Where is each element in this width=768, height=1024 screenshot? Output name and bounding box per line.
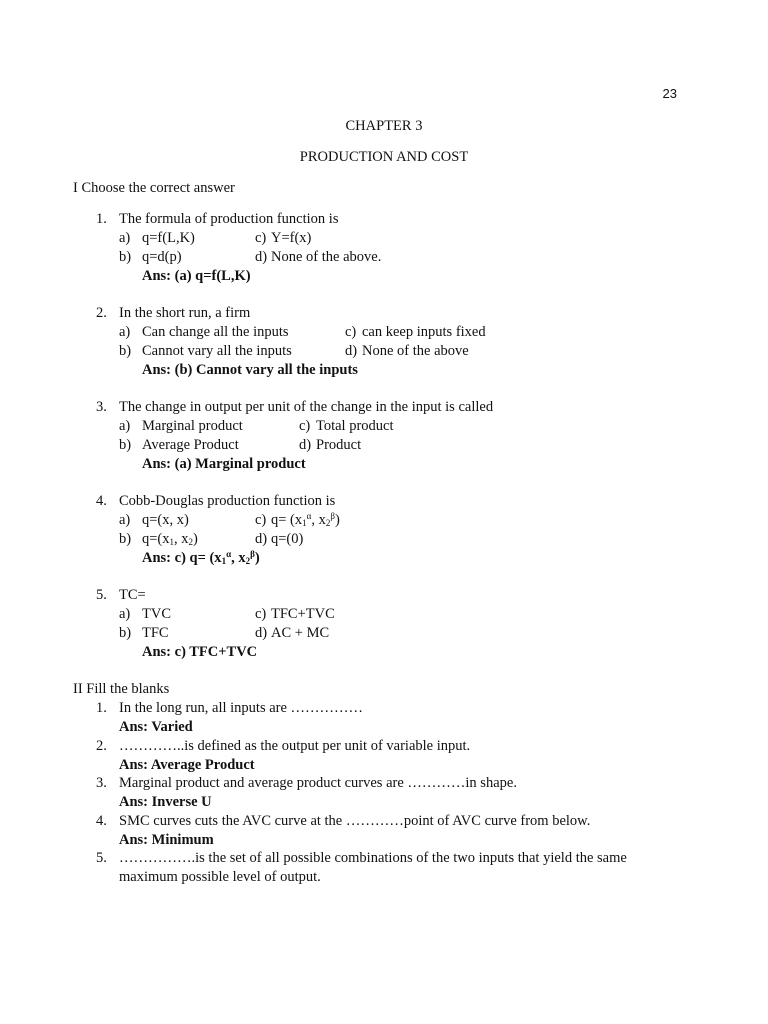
question-number: 3. bbox=[96, 399, 107, 415]
option-label: d) bbox=[345, 343, 358, 359]
option-label: a) bbox=[119, 512, 131, 528]
option-label: b) bbox=[119, 343, 132, 359]
mcq-question bbox=[0, 587, 768, 677]
option-text: q=d(p) bbox=[142, 249, 182, 265]
question-number: 2. bbox=[96, 738, 107, 754]
option-text: Y=f(x) bbox=[271, 230, 312, 246]
option-label: a) bbox=[119, 324, 131, 340]
question-text: Cobb-Douglas production function is bbox=[119, 493, 336, 509]
option-text: None of the above bbox=[362, 343, 469, 359]
option-text: TVC bbox=[142, 606, 171, 622]
section-heading: II Fill the blanks bbox=[73, 681, 170, 697]
option-text: Marginal product bbox=[142, 418, 243, 434]
option-text: Cannot vary all the inputs bbox=[142, 343, 292, 359]
option-text: $q= (x_1^\alpha$, $x_2^\beta$) bbox=[271, 511, 340, 528]
question-number: 3. bbox=[96, 775, 107, 791]
question-number: 5. bbox=[96, 850, 107, 866]
option-text: q=(x, x) bbox=[142, 512, 189, 528]
mcq-question bbox=[0, 399, 768, 489]
question-text: TC= bbox=[119, 587, 146, 603]
answer-text: Ans: c) TFC+TVC bbox=[142, 644, 258, 660]
question-text: …………….is the set of all possible combinations of the two inputs that yield the same bbox=[119, 850, 627, 866]
option-text: Total product bbox=[316, 418, 394, 434]
option-label: c) bbox=[345, 324, 357, 340]
question-text-continued: maximum possible level of output. bbox=[119, 869, 321, 885]
option-label: c) bbox=[255, 230, 267, 246]
question-text: In the long run, all inputs are …………… bbox=[119, 700, 364, 716]
answer-text: Ans: Inverse U bbox=[119, 794, 212, 810]
option-text: Can change all the inputs bbox=[142, 324, 289, 340]
question-number: 4. bbox=[96, 813, 107, 829]
option-label: b) bbox=[119, 531, 132, 547]
option-text: AC + MC bbox=[271, 625, 330, 641]
option-text: Product bbox=[316, 437, 362, 453]
answer-text: Ans: (a) q=f(L,K) bbox=[142, 268, 251, 284]
option-text: q=(0) bbox=[271, 531, 304, 547]
mcq-question bbox=[0, 305, 768, 395]
option-text: TFC bbox=[142, 625, 169, 641]
option-label: b) bbox=[119, 625, 132, 641]
question-number: 2. bbox=[96, 305, 107, 321]
option-text: can keep inputs fixed bbox=[362, 324, 486, 340]
answer-text: Ans: Minimum bbox=[119, 832, 214, 848]
question-text: In the short run, a firm bbox=[119, 305, 251, 321]
question-text: SMC curves cuts the AVC curve at the …………point of AVC curve from below. bbox=[119, 813, 591, 829]
option-label: c) bbox=[255, 512, 267, 528]
option-label: b) bbox=[119, 249, 132, 265]
option-label: d) bbox=[255, 625, 268, 641]
question-number: 5. bbox=[96, 587, 107, 603]
section-heading: I Choose the correct answer bbox=[73, 180, 235, 196]
answer-text: Ans: (b) Cannot vary all the inputs bbox=[142, 362, 358, 378]
question-number: 1. bbox=[96, 700, 107, 716]
option-text: Average Product bbox=[142, 437, 239, 453]
page-number: 23 bbox=[662, 86, 677, 101]
option-label: a) bbox=[119, 418, 131, 434]
option-label: d) bbox=[255, 531, 268, 547]
option-label: c) bbox=[299, 418, 311, 434]
page-title: PRODUCTION AND COST bbox=[299, 149, 469, 165]
option-label: a) bbox=[119, 230, 131, 246]
answer-text: Ans: (a) Marginal product bbox=[142, 456, 306, 472]
question-number: 1. bbox=[96, 211, 107, 227]
answer-text: Ans: Average Product bbox=[119, 757, 255, 773]
question-text: Marginal product and average product curves are …………in shape. bbox=[119, 775, 517, 791]
answer-text: Ans: c) $q= (x_1^\alpha$, $x_2^\beta$) bbox=[142, 549, 260, 566]
option-label: d) bbox=[299, 437, 312, 453]
question-text: The formula of production function is bbox=[119, 211, 339, 227]
option-text: TFC+TVC bbox=[271, 606, 335, 622]
mcq-question bbox=[0, 211, 768, 301]
option-label: a) bbox=[119, 606, 131, 622]
mcq-question bbox=[0, 493, 768, 583]
option-text: None of the above. bbox=[271, 249, 382, 265]
option-text: q=f(L,K) bbox=[142, 230, 195, 246]
question-text: The change in output per unit of the change in the input is called bbox=[119, 399, 494, 415]
answer-text: Ans: Varied bbox=[119, 719, 193, 735]
chapter-heading: CHAPTER 3 bbox=[345, 118, 423, 134]
option-label: d) bbox=[255, 249, 268, 265]
question-text: …………..is defined as the output per unit of variable input. bbox=[119, 738, 471, 754]
question-number: 4. bbox=[96, 493, 107, 509]
option-label: c) bbox=[255, 606, 267, 622]
option-label: b) bbox=[119, 437, 132, 453]
option-text: $q=(x_1$, $x_2$) bbox=[142, 531, 198, 547]
